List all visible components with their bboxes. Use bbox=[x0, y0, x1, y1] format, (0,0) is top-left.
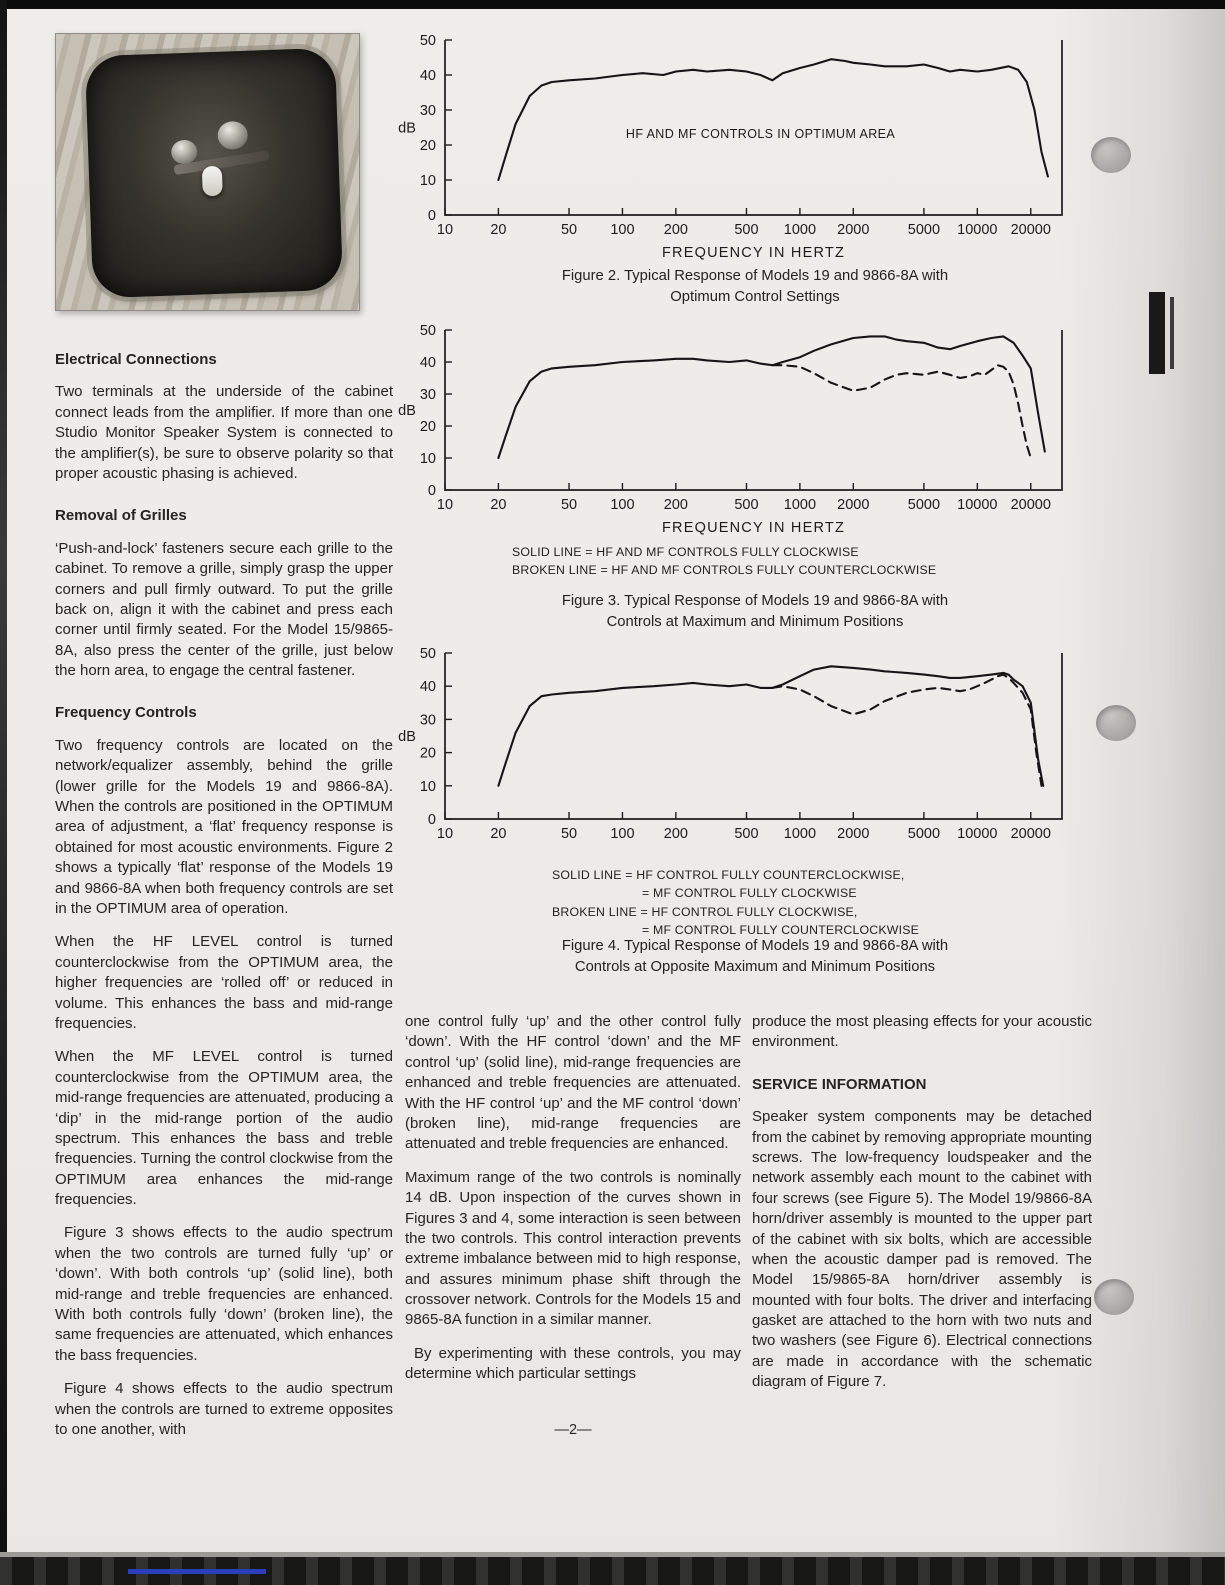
svg-text:10000: 10000 bbox=[957, 222, 998, 238]
svg-text:100: 100 bbox=[610, 826, 635, 842]
svg-text:2000: 2000 bbox=[837, 497, 870, 513]
paragraph-pleasing-effects: produce the most pleasing effects for your acoustic environment. bbox=[752, 1013, 1092, 1051]
scan-edge-left bbox=[0, 0, 7, 1585]
svg-text:20: 20 bbox=[490, 826, 507, 842]
terminal-button bbox=[201, 166, 222, 197]
svg-text:FREQUENCY IN HERTZ: FREQUENCY IN HERTZ bbox=[662, 245, 845, 261]
svg-text:50: 50 bbox=[560, 497, 578, 513]
paragraph-electrical-connections: Two terminals at the underside of the cabinet connect leads from the amplifier. If more than one Studio Monitor Speaker System is connected to the amplifier(s), be sure to observe polarity so that proper acoustic phasing is achieved. bbox=[55, 383, 393, 482]
figure4-caption bbox=[425, 936, 1085, 978]
middle-column bbox=[405, 1012, 741, 1398]
svg-text:10: 10 bbox=[419, 451, 436, 467]
svg-text:20: 20 bbox=[419, 419, 436, 435]
right-column bbox=[752, 1012, 1092, 1406]
svg-text:0: 0 bbox=[427, 812, 436, 828]
svg-text:1000: 1000 bbox=[783, 497, 817, 513]
svg-text:20: 20 bbox=[419, 138, 436, 154]
paragraph-frequency-controls-1: Two frequency controls are located on the network/equalizer assembly, behind the grille (lower grille for the Models 19 and 9866-8A). When the controls are positioned in the OPTIMUM area of adjustment, a ‘flat’ frequency response is obtained for most acoustic environments. Figure 2 shows a typically ‘flat’ response of the Models 19 and 9866-8A when both frequency controls are set in the OPTIMUM area of operation. bbox=[55, 736, 393, 917]
binder-hole bbox=[1094, 1279, 1134, 1315]
binder-hole bbox=[1091, 137, 1131, 173]
svg-text:5000: 5000 bbox=[907, 826, 941, 842]
svg-text:20: 20 bbox=[419, 745, 436, 762]
svg-text:20000: 20000 bbox=[1010, 222, 1051, 238]
svg-text:40: 40 bbox=[419, 355, 436, 371]
svg-text:2000: 2000 bbox=[837, 222, 870, 238]
scan-edge-tab bbox=[1149, 292, 1165, 374]
figure3-caption bbox=[425, 591, 1085, 633]
figure3-legend bbox=[512, 543, 936, 580]
svg-text:50: 50 bbox=[560, 222, 578, 238]
svg-text:10: 10 bbox=[419, 778, 436, 795]
figure2-caption bbox=[425, 266, 1085, 308]
terminal-photo bbox=[55, 33, 360, 311]
paragraph-removal-of-grilles: ‘Push-and-lock’ fasteners secure each grille to the cabinet. To remove a grille, simply grasp the upper corners and pull firmly outward. To put the grille back on, align it with the cabinet and press each corner until firmly seated. For the Model 15/9865-8A, also press the center of the grille, just below the horn area, to engage the central fastener. bbox=[55, 539, 393, 680]
figure4-caption-line2: Controls at Opposite Maximum and Minimum Positions bbox=[574, 959, 936, 975]
svg-text:200: 200 bbox=[663, 826, 688, 842]
svg-text:200: 200 bbox=[663, 222, 688, 238]
svg-text:200: 200 bbox=[663, 497, 688, 513]
figure3-caption-line1: Figure 3. Typical Response of Models 19 and 9866-8A with bbox=[561, 593, 949, 609]
figure4-legend-solid-1: SOLID LINE = HF CONTROL FULLY COUNTERCLOCKWISE, bbox=[552, 868, 905, 882]
svg-text:40: 40 bbox=[419, 68, 436, 84]
heading-electrical-connections: Electrical Connections bbox=[55, 351, 217, 368]
svg-text:10: 10 bbox=[436, 826, 454, 842]
page-number: —2— bbox=[554, 1422, 592, 1438]
paragraph-controls-opposite: one control fully ‘up’ and the other control fully ‘down’. With the HF control ‘down’ and the MF control ‘up’ (solid line), mid-range frequencies are enhanced and treble frequencies are attenuated. With the HF control ‘up’ and the MF control ‘down’ (broken line), mid-range frequencies are attenuated and treble frequencies are enhanced. bbox=[405, 1013, 741, 1153]
scan-blue-mark bbox=[128, 1569, 266, 1574]
svg-text:30: 30 bbox=[419, 712, 436, 729]
svg-text:50: 50 bbox=[419, 323, 436, 339]
svg-text:0: 0 bbox=[427, 483, 436, 499]
scan-edge-bottom bbox=[0, 1557, 1225, 1585]
svg-text:30: 30 bbox=[419, 387, 436, 403]
binder-hole bbox=[1096, 705, 1136, 741]
figure4-legend-broken-1: BROKEN LINE = HF CONTROL FULLY CLOCKWISE, bbox=[552, 904, 858, 919]
svg-text:dB: dB bbox=[398, 120, 416, 137]
svg-text:100: 100 bbox=[610, 497, 635, 513]
terminal-screw bbox=[217, 121, 248, 150]
figure4-legend-broken-2: = MF CONTROL FULLY COUNTERCLOCKWISE bbox=[642, 923, 919, 938]
heading-frequency-controls: Frequency Controls bbox=[55, 704, 197, 722]
figure3-frequency-response-chart bbox=[390, 322, 1090, 542]
svg-text:20: 20 bbox=[490, 222, 507, 238]
left-column bbox=[55, 350, 393, 1453]
svg-text:20000: 20000 bbox=[1010, 826, 1051, 842]
figure4-legend bbox=[552, 866, 919, 940]
svg-text:FREQUENCY IN HERTZ: FREQUENCY IN HERTZ bbox=[662, 520, 845, 536]
svg-text:10000: 10000 bbox=[957, 497, 998, 513]
svg-text:5000: 5000 bbox=[907, 222, 941, 238]
scan-edge-top bbox=[0, 0, 1225, 9]
paragraph-frequency-controls-3: When the MF LEVEL control is turned counterclockwise from the OPTIMUM area, the mid-range frequencies are attenuated, producing a ‘dip’ in the mid-range portion of the audio spectrum. This enhances the bass and treble frequencies. Turning the control clockwise from the OPTIMUM area enhances the mid-range frequencies. bbox=[55, 1048, 393, 1209]
paragraph-maximum-range: Maximum range of the two controls is nominally 14 dB. Upon inspection of the curves shown in Figures 3 and 4, some interaction is seen between the two controls. This control interaction prevents extreme imbalance between mid to high response, and assures minimum phase shift through the crossover network. Controls for the Models 15 and 9865-8A function in a similar manner. bbox=[405, 1168, 741, 1329]
figure3-legend-solid: SOLID LINE = HF AND MF CONTROLS FULLY CLOCKWISE bbox=[512, 545, 859, 559]
svg-text:20: 20 bbox=[490, 497, 507, 513]
scan-edge-tab-line bbox=[1170, 297, 1174, 369]
heading-service-information: SERVICE INFORMATION bbox=[752, 1075, 927, 1093]
svg-text:20000: 20000 bbox=[1010, 497, 1051, 513]
figure4-frequency-response-chart bbox=[390, 645, 1090, 853]
svg-text:0: 0 bbox=[427, 208, 436, 224]
svg-text:500: 500 bbox=[734, 826, 759, 842]
figure4-legend-solid-2: = MF CONTROL FULLY CLOCKWISE bbox=[642, 886, 857, 901]
svg-text:2000: 2000 bbox=[837, 826, 870, 842]
figure4-caption-line1: Figure 4. Typical Response of Models 19 and 9866-8A with bbox=[561, 938, 949, 954]
svg-text:dB: dB bbox=[398, 729, 416, 745]
svg-text:50: 50 bbox=[419, 646, 436, 662]
svg-text:10000: 10000 bbox=[957, 826, 998, 842]
paragraph-frequency-controls-2: When the HF LEVEL control is turned counterclockwise from the OPTIMUM area, the higher frequencies are ‘rolled off’ or reduced in volume. This enhances the bass and mid-range frequencies. bbox=[55, 933, 393, 1032]
svg-text:dB: dB bbox=[398, 403, 416, 419]
paragraph-figure3-effects: Figure 3 shows effects to the audio spectrum when the two controls are turned fully ‘up’ or ‘down’. With both controls ‘up’ (solid line), both mid-range and treble frequencies are enhanced. With both controls fully ‘down’ (broken line), the same frequencies are attenuated, which enhances the bass frequencies. bbox=[55, 1224, 393, 1364]
svg-text:500: 500 bbox=[734, 222, 759, 238]
svg-text:HF AND MF CONTROLS IN OPTIMUM: HF AND MF CONTROLS IN OPTIMUM AREA bbox=[625, 127, 896, 141]
figure2-caption-line2: Optimum Control Settings bbox=[670, 289, 840, 305]
figure2-caption-line1: Figure 2. Typical Response of Models 19 and 9866-8A with bbox=[561, 268, 949, 284]
svg-text:500: 500 bbox=[734, 497, 759, 513]
figure2-frequency-response-chart bbox=[390, 32, 1090, 267]
svg-text:100: 100 bbox=[610, 222, 635, 238]
heading-removal-of-grilles: Removal of Grilles bbox=[55, 507, 187, 525]
svg-text:50: 50 bbox=[419, 33, 436, 49]
svg-text:1000: 1000 bbox=[783, 826, 817, 842]
svg-text:1000: 1000 bbox=[783, 222, 817, 238]
svg-text:50: 50 bbox=[560, 826, 578, 842]
svg-text:5000: 5000 bbox=[907, 497, 941, 513]
paragraph-experimenting: By experimenting with these controls, you may determine which particular settings bbox=[405, 1344, 741, 1383]
terminal-recess bbox=[84, 48, 342, 298]
paragraph-figure4-effects: Figure 4 shows effects to the audio spectrum when the controls are turned to extreme opposites to one another, with bbox=[55, 1380, 393, 1438]
figure3-legend-broken: BROKEN LINE = HF AND MF CONTROLS FULLY COUNTERCLOCKWISE bbox=[512, 563, 937, 578]
svg-text:10: 10 bbox=[419, 173, 436, 189]
svg-text:10: 10 bbox=[436, 222, 454, 238]
paragraph-service-information: Speaker system components may be detached from the cabinet by removing appropriate mounting screws. The low-frequency loudspeaker and the network assembly each mount to the cabinet with four screws (see Figure 5). The Model 19/9866-8A horn/driver assembly is mounted to the upper part of the cabinet with six bolts, which are accessible when the acoustic damper pad is removed. The Model 15/9865-8A horn/driver assembly is mounted with four bolts. The driver and interfacing gasket are attached to the horn with two nuts and two washers (see Figure 6). Electrical connections are made in accordance with the schematic diagram of Figure 7. bbox=[752, 1108, 1092, 1391]
svg-text:10: 10 bbox=[436, 497, 454, 513]
svg-text:30: 30 bbox=[419, 103, 436, 119]
figure3-caption-line2: Controls at Maximum and Minimum Positions bbox=[606, 614, 904, 630]
svg-text:40: 40 bbox=[419, 679, 436, 696]
